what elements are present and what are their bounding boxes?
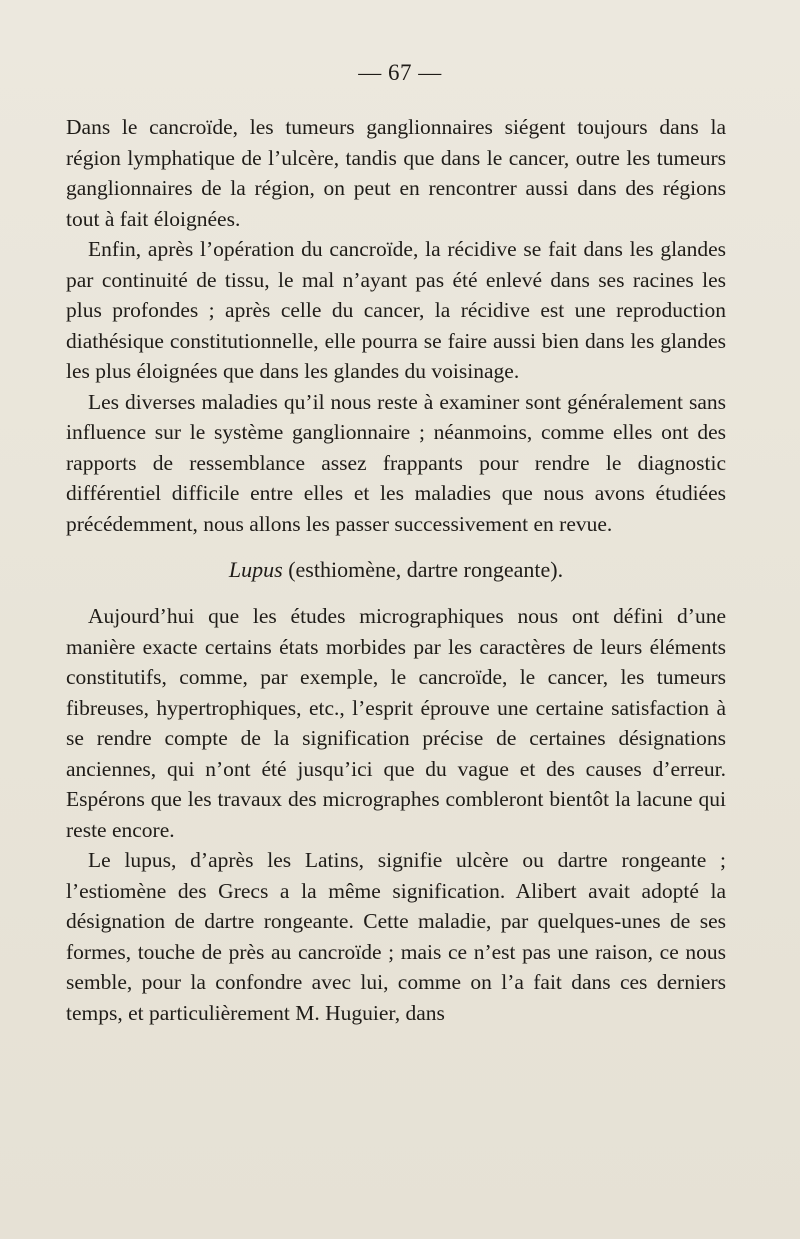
section-heading-italic: Lupus <box>228 557 283 582</box>
paragraph-5: Le lupus, d’après les Latins, signifie ulcère ou dartre rongeante ; l’estiomène des Grecs a la même signification. Alibert avait adopté la désignation de dartre rongeante. Cette maladie, par quelques-unes de ses formes, touche de près au cancroïde ; mais ce n’est pas une raison, ce nous semble, pour la confondre avec lui, comme on l’a fait dans ces derniers temps, et particulièrement M. Huguier, dans <box>66 848 726 1025</box>
paragraph-1: Dans le cancroïde, les tumeurs ganglionnaires siégent toujours dans la région lymphatique de l’ulcère, tandis que dans le cancer, outre les tumeurs ganglionnaires de la région, on peut en rencontrer aussi dans des régions tout à fait éloignées. <box>66 115 726 231</box>
section-heading-rest: (esthiomène, dartre rongeante). <box>282 557 564 582</box>
body-text <box>66 112 726 1028</box>
section-heading <box>66 555 726 585</box>
paragraph-4: Aujourd’hui que les études micrographiques nous ont défini d’une manière exacte certains états morbides par les caractères de leurs éléments constitutifs, comme, par exemple, le cancroïde, le cancer, les tumeurs fibreuses, hypertrophiques, etc., l’esprit éprouve une certaine satisfaction à se rendre compte de la signification précise de certaines désignations anciennes, qui n’ont été jusqu’ici que du vague et des causes d’erreur. Espérons que les travaux des micrographes combleront bientôt la lacune qui reste encore. <box>66 604 726 842</box>
paragraph-2: Enfin, après l’opération du cancroïde, la récidive se fait dans les glandes par continuité de tissu, le mal n’ayant pas été enlevé dans ses racines les plus profondes ; après celle du cancer, la récidive est une reproduction diathésique constitutionnelle, elle pourra se faire aussi bien dans les glandes les plus éloignées que dans les glandes du voisinage. <box>66 237 726 383</box>
page-number: — 67 — <box>358 60 442 85</box>
paragraph-3: Les diverses maladies qu’il nous reste à examiner sont généralement sans influence sur le système ganglionnaire ; néanmoins, comme elles ont des rapports de ressemblance assez frappants pour rendre le diagnostic différentiel difficile entre elles et les maladies que nous avons étudiées précédemment, nous allons les passer successivement en revue. <box>66 389 726 536</box>
